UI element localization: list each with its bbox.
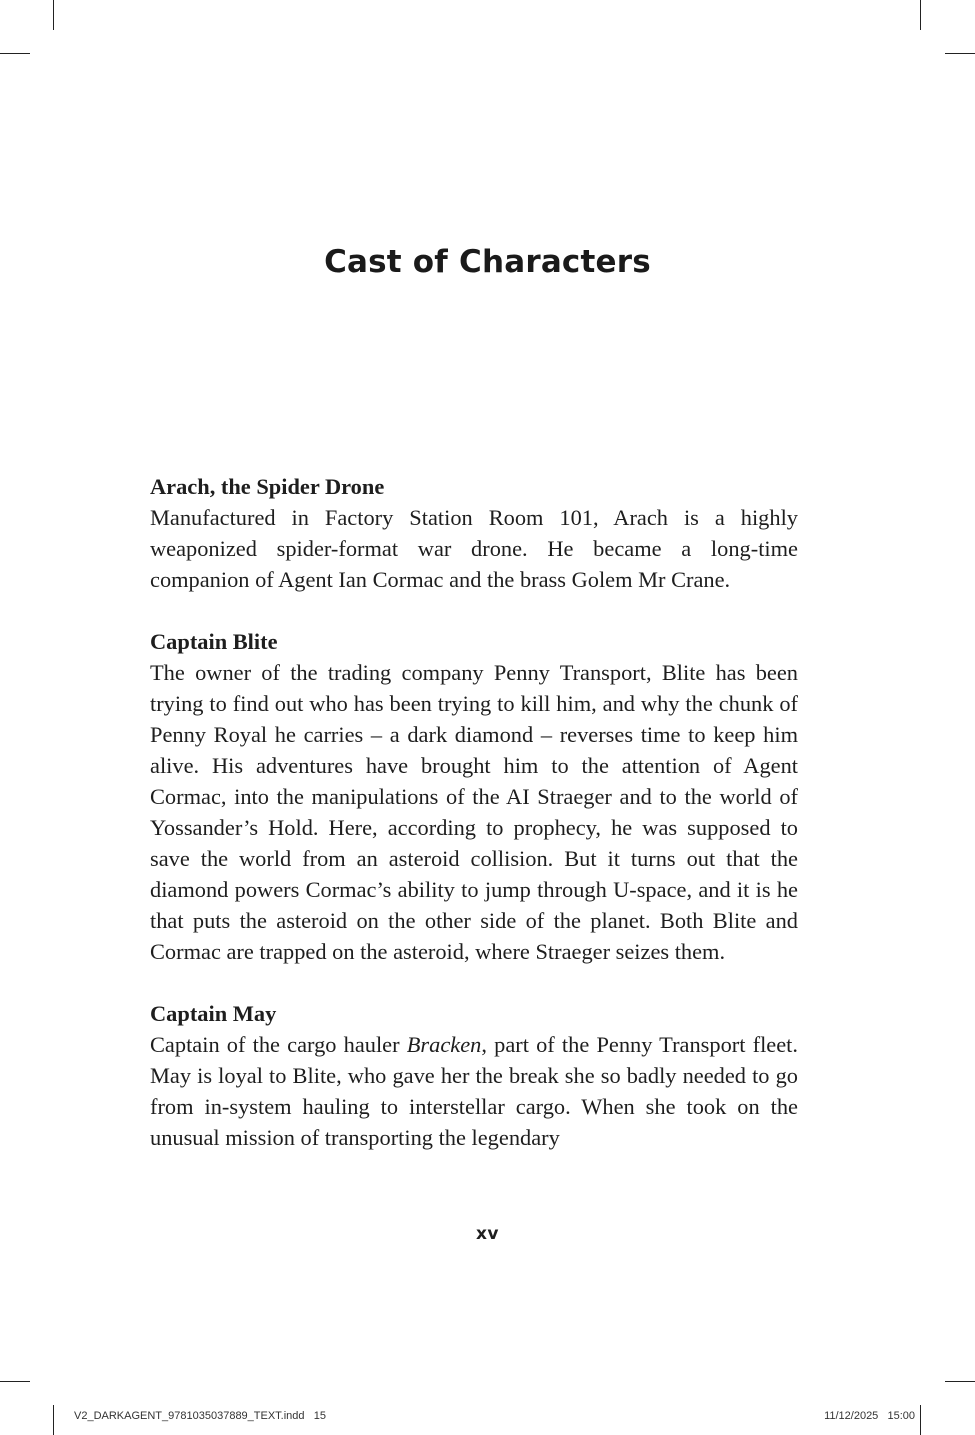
crop-mark-bottom-left-horizontal <box>0 1381 30 1382</box>
character-description: Manufactured in Factory Station Room 101, Arach is a highly weaponized spider-format war drone. He became a long-time companion of Agent Ian Cormac and the brass Golem Mr Crane. <box>150 505 798 592</box>
character-name: Arach, the Spider Drone <box>150 474 385 499</box>
slug-filename: V2_DARKAGENT_9781035037889_TEXT.indd 15 <box>74 1410 326 1422</box>
crop-mark-bottom-right-vertical <box>920 1405 921 1435</box>
description-text: , part of the Penny Transport fleet. May is loyal to Blite, who gave her the break she so badly needed to go from in-system hauling to interstellar cargo. When she took on the unusual mission of transporting the legendary <box>150 1032 798 1150</box>
page-number: xv <box>475 1224 500 1244</box>
character-name: Captain May <box>150 1001 277 1026</box>
slug-datetime: 11/12/2025 15:00 <box>824 1410 915 1422</box>
crop-mark-top-right-horizontal <box>945 53 975 54</box>
character-name: Captain Blite <box>150 629 278 654</box>
character-entry <box>150 626 798 967</box>
character-description: The owner of the trading company Penny Transport, Blite has been trying to find out who has been trying to kill him, and why the chunk of Penny Royal he carries – a dark diamond – reverses time to keep him alive. His adventures have brought him to the attention of Agent Cormac, into the manipulations of the AI Straeger and to the world of Yossander’s Hold. Here, according to prophecy, he was supposed to save the world from an asteroid collision. But it turns out that the diamond powers Cormac’s ability to jump through U-space, and it is he that puts the asteroid on the other side of the planet. Both Blite and Cormac are trapped on the asteroid, where Straeger seizes them. <box>150 660 798 964</box>
crop-mark-bottom-right-horizontal <box>945 1381 975 1382</box>
character-list <box>150 471 798 1153</box>
character-entry <box>150 998 798 1153</box>
crop-mark-top-left-horizontal <box>0 53 30 54</box>
crop-mark-bottom-left-vertical <box>53 1405 54 1435</box>
description-text: Captain of the cargo hauler <box>150 1032 407 1057</box>
ship-name: Bracken <box>406 1032 482 1057</box>
page-title: Cast of Characters <box>324 244 651 280</box>
character-description <box>150 1029 798 1153</box>
crop-mark-top-right-vertical <box>920 0 921 30</box>
crop-mark-top-left-vertical <box>53 0 54 30</box>
character-entry <box>150 471 798 595</box>
